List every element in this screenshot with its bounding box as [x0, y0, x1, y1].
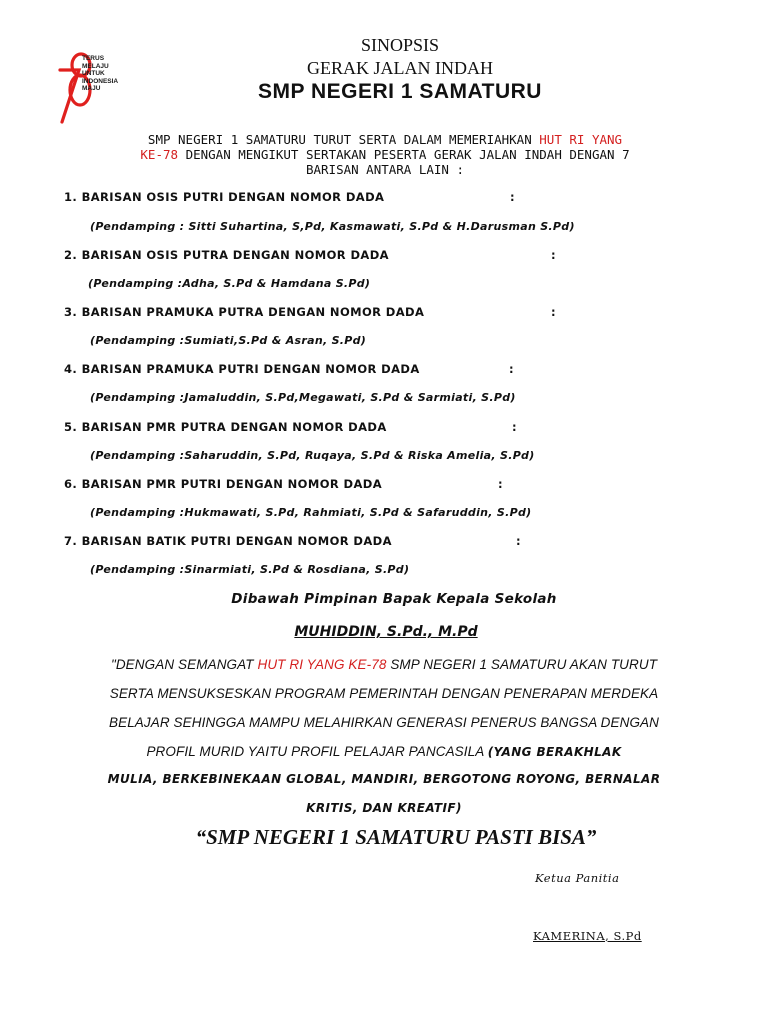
- intro-text: DENGAN MENGIKUT SERTAKAN PESERTA GERAK JALAN INDAH DENGAN 7: [185, 147, 630, 162]
- intro-line-3: BARISAN ANTARA LAIN :: [305, 162, 465, 177]
- document-title-sinopsis: SINOPSIS: [360, 35, 440, 55]
- school-slogan: “SMP NEGERI 1 SAMATURU PASTI BISA”: [195, 825, 597, 849]
- intro-text: SMP NEGERI 1 SAMATURU TURUT SERTA DALAM MEMERIAHKAN: [147, 132, 532, 147]
- quote-highlight: HUT RI YANG KE-78: [257, 657, 387, 672]
- signature-title: Ketua Panitia: [535, 871, 620, 885]
- headmaster-name: MUHIDDIN, S.Pd., M.Pd: [294, 624, 478, 640]
- barisan-item: 1. BARISAN OSIS PUTRI DENGAN NOMOR DADA: [64, 190, 385, 204]
- barisan-pendamping: (Pendamping :Adha, S.Pd & Hamdana S.Pd): [88, 277, 371, 290]
- intro-line-1: [55, 132, 715, 147]
- barisan-colon: :: [509, 362, 514, 376]
- barisan-pendamping: (Pendamping :Saharuddin, S.Pd, Ruqaya, S.Pd & Riska Amelia, S.Pd): [90, 449, 535, 462]
- document-subtitle: GERAK JALAN INDAH: [307, 58, 493, 78]
- barisan-colon: :: [551, 305, 556, 319]
- logo-tagline-line: MELAJU: [82, 62, 109, 70]
- barisan-pendamping: (Pendamping :Sinarmiati, S.Pd & Rosdiana, S.Pd): [90, 563, 410, 576]
- barisan-colon: :: [516, 534, 521, 548]
- quote-text: PROFIL MURID YAITU PROFIL PELAJAR PANCASILA: [146, 744, 484, 759]
- intro-highlight: HUT RI YANG: [539, 132, 623, 147]
- quote-line-3: BELAJAR SEHINGGA MAMPU MELAHIRKAN GENERASI PENERUS BANGSA DENGAN: [108, 715, 660, 730]
- intro-line-2: [55, 147, 715, 162]
- barisan-pendamping: (Pendamping : Sitti Suhartina, S,Pd, Kasmawati, S.Pd & H.Darusman S.Pd): [90, 220, 575, 233]
- quote-bold-text: (YANG BERAKHLAK: [487, 745, 622, 759]
- barisan-colon: :: [551, 248, 556, 262]
- barisan-colon: :: [498, 477, 503, 491]
- intro-highlight: KE-78: [140, 147, 179, 162]
- quote-text: SMP NEGERI 1 SAMATURU AKAN TURUT: [390, 657, 658, 672]
- school-name-heading: SMP NEGERI 1 SAMATURU: [258, 80, 542, 103]
- logo-tagline-line: TERUS: [82, 55, 105, 62]
- barisan-item: 5. BARISAN PMR PUTRA DENGAN NOMOR DADA: [64, 420, 387, 434]
- barisan-item: 7. BARISAN BATIK PUTRI DENGAN NOMOR DADA: [64, 534, 392, 548]
- logo-tagline-line: INDONESIA: [82, 77, 119, 85]
- logo-tagline-line: MAJU: [82, 85, 101, 93]
- barisan-colon: :: [512, 420, 517, 434]
- barisan-item: 3. BARISAN PRAMUKA PUTRA DENGAN NOMOR DADA: [64, 305, 425, 319]
- barisan-pendamping: (Pendamping :Sumiati,S.Pd & Asran, S.Pd): [90, 334, 367, 347]
- barisan-item: 6. BARISAN PMR PUTRI DENGAN NOMOR DADA: [64, 477, 383, 491]
- quote-line-4: [0, 744, 768, 759]
- quote-line-2: SERTA MENSUKSESKAN PROGRAM PEMERINTAH DENGAN PENERAPAN MERDEKA: [109, 686, 659, 701]
- quote-line-5: MULIA, BERKEBINEKAAN GLOBAL, MANDIRI, BERGOTONG ROYONG, BERNALAR: [107, 772, 661, 786]
- quote-line-1: [0, 657, 768, 672]
- logo-tagline-line: UNTUK: [82, 70, 105, 78]
- barisan-item: 2. BARISAN OSIS PUTRA DENGAN NOMOR DADA: [64, 248, 389, 262]
- quote-line-6: KRITIS, DAN KREATIF): [306, 801, 462, 815]
- pimpinan-line: Dibawah Pimpinan Bapak Kepala Sekolah: [231, 591, 557, 607]
- signature-name: KAMERINA, S.Pd: [533, 929, 642, 943]
- barisan-pendamping: (Pendamping :Hukmawati, S.Pd, Rahmiati, S.Pd & Safaruddin, S.Pd): [90, 506, 532, 519]
- barisan-colon: :: [510, 190, 515, 204]
- barisan-item: 4. BARISAN PRAMUKA PUTRI DENGAN NOMOR DADA: [64, 362, 420, 376]
- barisan-pendamping: (Pendamping :Jamaluddin, S.Pd,Megawati, S.Pd & Sarmiati, S.Pd): [90, 391, 516, 404]
- quote-text: "DENGAN SEMANGAT: [110, 657, 254, 672]
